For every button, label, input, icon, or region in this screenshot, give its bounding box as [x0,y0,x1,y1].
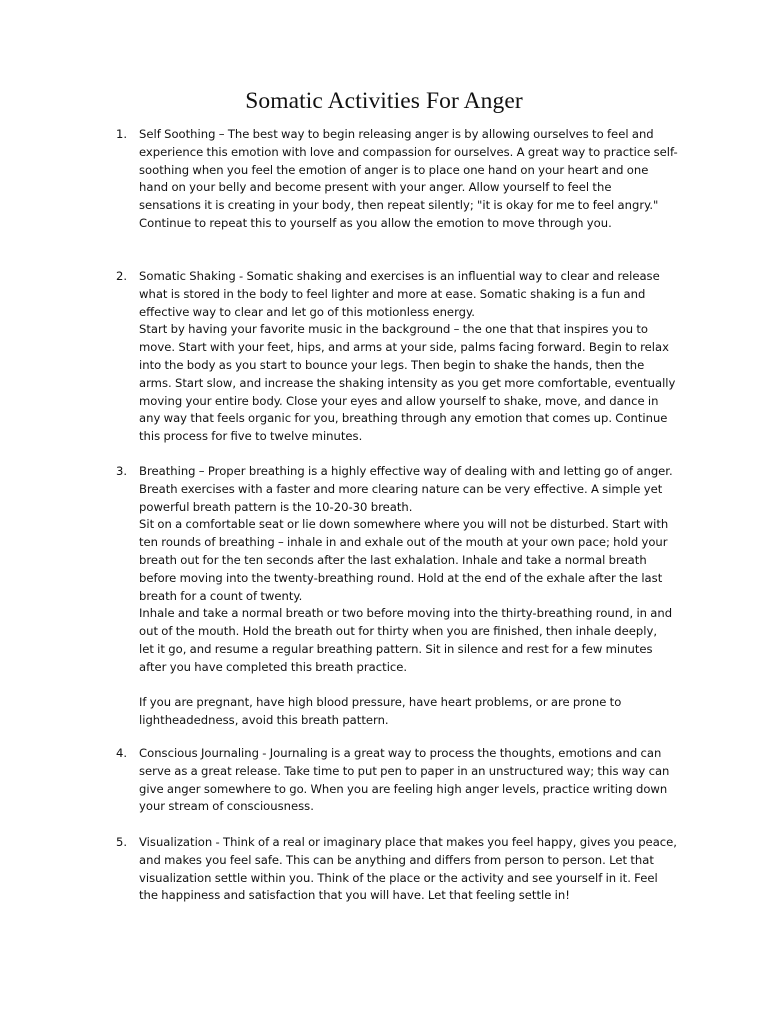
paragraph: Self Soothing – The best way to begin releasing anger is by allowing ourselves to feel and experience this emotion with love and compassion for ourselves. A great way to practice self- soothing when you feel the emotion of anger is to place one hand on your heart and one hand on your belly and become present with your anger. Allow yourself to feel the sensations it is creating in your body, then repeat silently; "it is okay for me to feel angry." Continue to repeat this to yourself as you allow the emotion to move through you. [139,127,678,230]
list-number: 2. [116,269,128,283]
paragraph: Sit on a comfortable seat or lie down somewhere where you will not be disturbed. Start with ten rounds of breathing – inhale in and exhale out of the mouth at your own pace; hold your breath out for the ten seconds after the last exhalation. Inhale and take a normal breath before moving into the twenty-breathing round. Hold at the end of the exhale after the last breath for a count of twenty. [139,517,669,603]
list-item-body [139,834,679,905]
list-item-body [139,745,679,816]
paragraph: Breathing – Proper breathing is a highly effective way of dealing with and letting go of anger. Breath exercises with a faster and more clearing nature can be very effective. A simple yet powerful breath pattern is the 10-20-30 breath. [139,464,673,514]
list-number: 3. [116,464,128,478]
paragraph: Visualization - Think of a real or imaginary place that makes you feel happy, gives you peace, and makes you feel safe. This can be anything and differs from person to person. Let that visualization settle within you. Think of the place or the activity and see yourself in it. Feel the happiness and satisfaction that you will have. Let that feeling settle in! [139,835,677,903]
paragraph: Start by having your favorite music in the background – the one that that inspires you to move. Start with your feet, hips, and arms at your side, palms facing forward. Begin to relax into the body as you start to bounce your legs. Then begin to shake the hands, then the arms. Start slow, and increase the shaking intensity as you get more comfortable, eventually moving your entire body. Close your eyes and allow yourself to shake, move, and dance in any way that feels organic for you, breathing through any emotion that comes up. Continue this process for five to twelve minutes. [139,322,676,444]
paragraph: Inhale and take a normal breath or two before moving into the thirty-breathing round, in and out of the mouth. Hold the breath out for thirty when you are finished, then inhale deeply, let it go, and resume a regular breathing pattern. Sit in silence and rest for a few minutes after you have completed this breath practice. [139,606,673,674]
list-item-body [139,463,679,730]
paragraph: If you are pregnant, have high blood pressure, have heart problems, or are prone to lightheadedness, avoid this breath pattern. [139,695,622,728]
list-number: 5. [116,835,128,849]
list-item-body [139,268,679,446]
paragraph: Somatic Shaking - Somatic shaking and exercises is an influential way to clear and release what is stored in the body to feel lighter and more at ease. Somatic shaking is a fun and effective way to clear and let go of this motionless energy. [139,269,660,319]
paragraph: Conscious Journaling - Journaling is a great way to process the thoughts, emotions and can serve as a great release. Take time to put pen to paper in an unstructured way; this way can give anger somewhere to go. When you are feeling high anger levels, practice writing down your stream of consciousness. [139,746,670,814]
page-title: Somatic Activities For Anger [245,88,523,114]
list-item-body [139,126,679,233]
list-number: 4. [116,746,128,760]
list-number: 1. [116,127,128,141]
